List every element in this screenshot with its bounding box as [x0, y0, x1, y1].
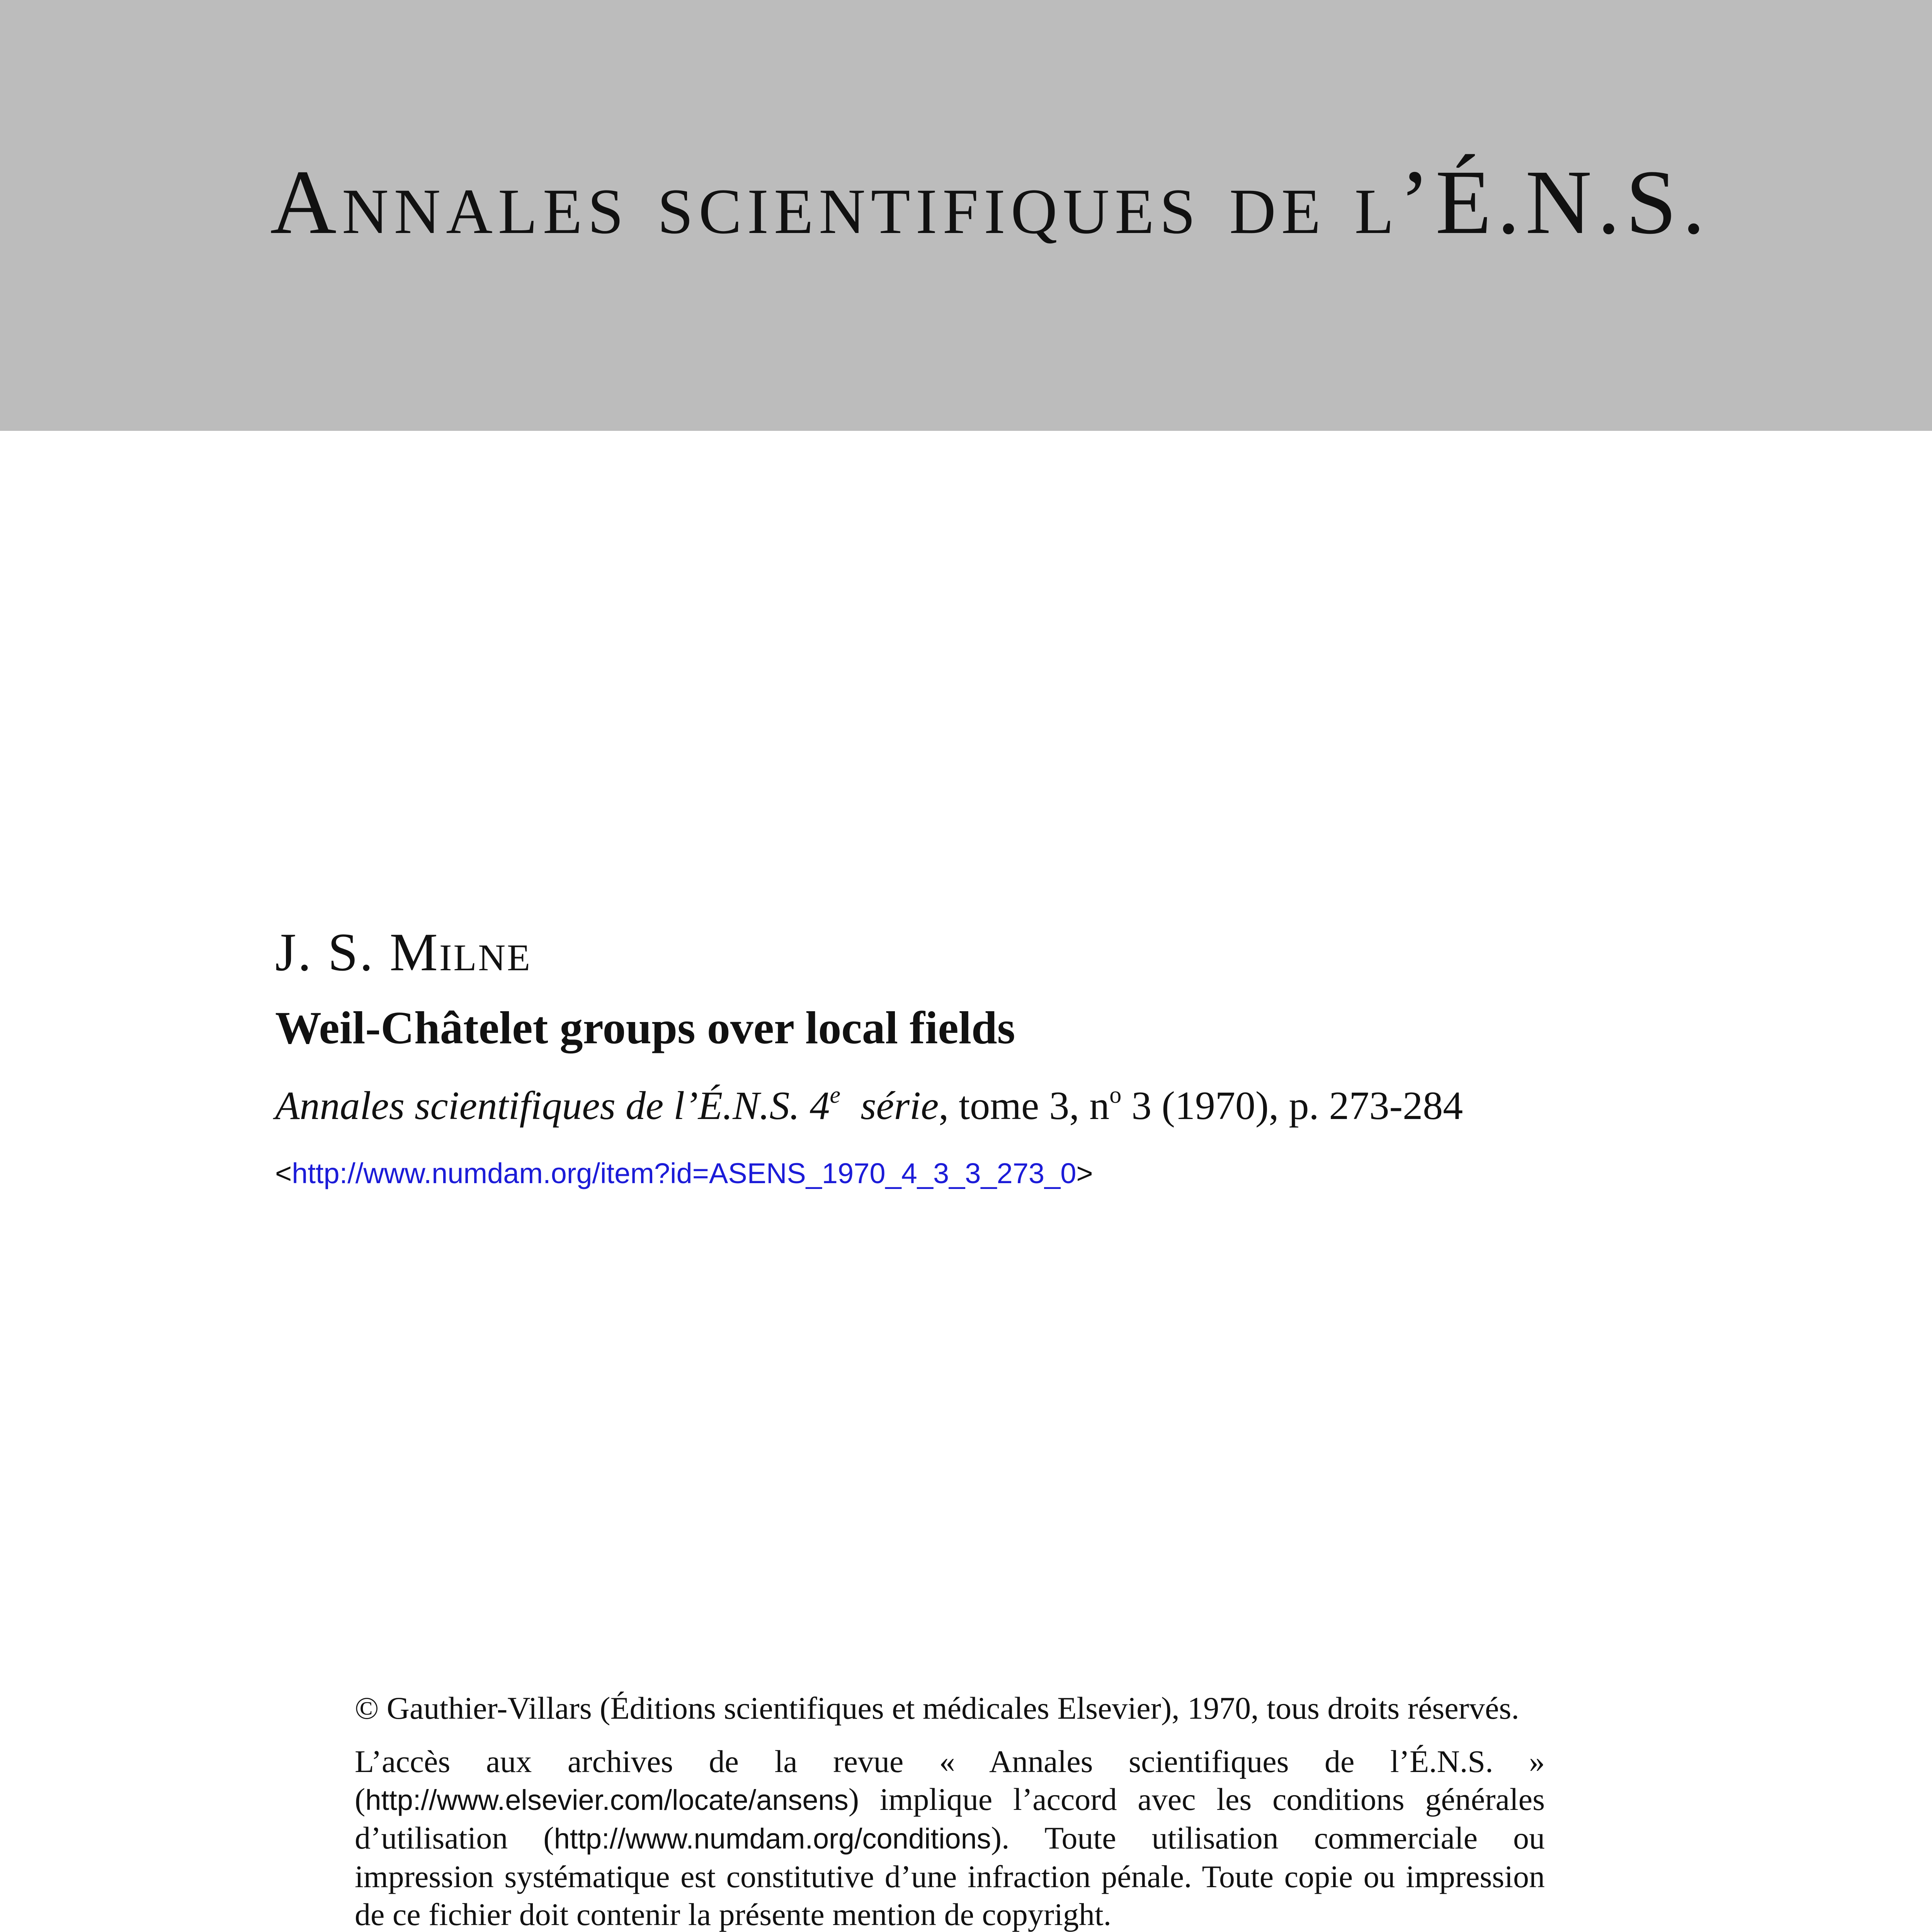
citation-number-superscript: o — [1109, 1082, 1122, 1108]
journal-title: Annales scientifiques de l’É.N.S. — [270, 151, 1711, 253]
citation-journal-superscript: e — [830, 1082, 841, 1108]
article-title: Weil-Châtelet groups over local fields — [275, 1002, 1015, 1053]
article-link — [275, 1159, 1093, 1188]
article-citation — [275, 1082, 1463, 1128]
citation-tome: , tome 3, n — [939, 1083, 1110, 1128]
link-close-bracket: > — [1076, 1157, 1093, 1189]
citation-pages: 3 (1970), p. 273-284 — [1121, 1083, 1463, 1128]
article-url-link[interactable]: http://www.numdam.org/item?id=ASENS_1970_4_3_3_273_0 — [292, 1157, 1077, 1189]
notice-text-2: ) implique l’accord avec les conditions générales d’utilisation ( — [355, 1782, 1545, 1855]
notice-text-3: ). Toute utilisation commerciale ou impression systématique est constitutive d’une infraction pénale. Toute copie ou impression de ce fichier doit contenir la présente mention de copyright. — [355, 1820, 1545, 1932]
link-open-bracket: < — [275, 1157, 292, 1189]
header-banner — [0, 0, 1932, 431]
conditions-url-link[interactable]: http://www.numdam.org/conditions — [554, 1823, 991, 1855]
usage-notice — [355, 1743, 1545, 1932]
notice-text-1: L’accès aux archives de la revue « Annales scientifiques de l’É.N.S. » ( — [355, 1744, 1545, 1817]
citation-journal: Annales scientifiques de l’É.N.S. 4 — [275, 1083, 830, 1128]
article-author: J. S. Milne — [275, 922, 532, 982]
elsevier-url-link[interactable]: http://www.elsevier.com/locate/ansens — [365, 1784, 849, 1816]
copyright-notice: © Gauthier-Villars (Éditions scientifiques et médicales Elsevier), 1970, tous droits réservés. — [355, 1690, 1519, 1726]
citation-serie: série — [861, 1083, 939, 1128]
